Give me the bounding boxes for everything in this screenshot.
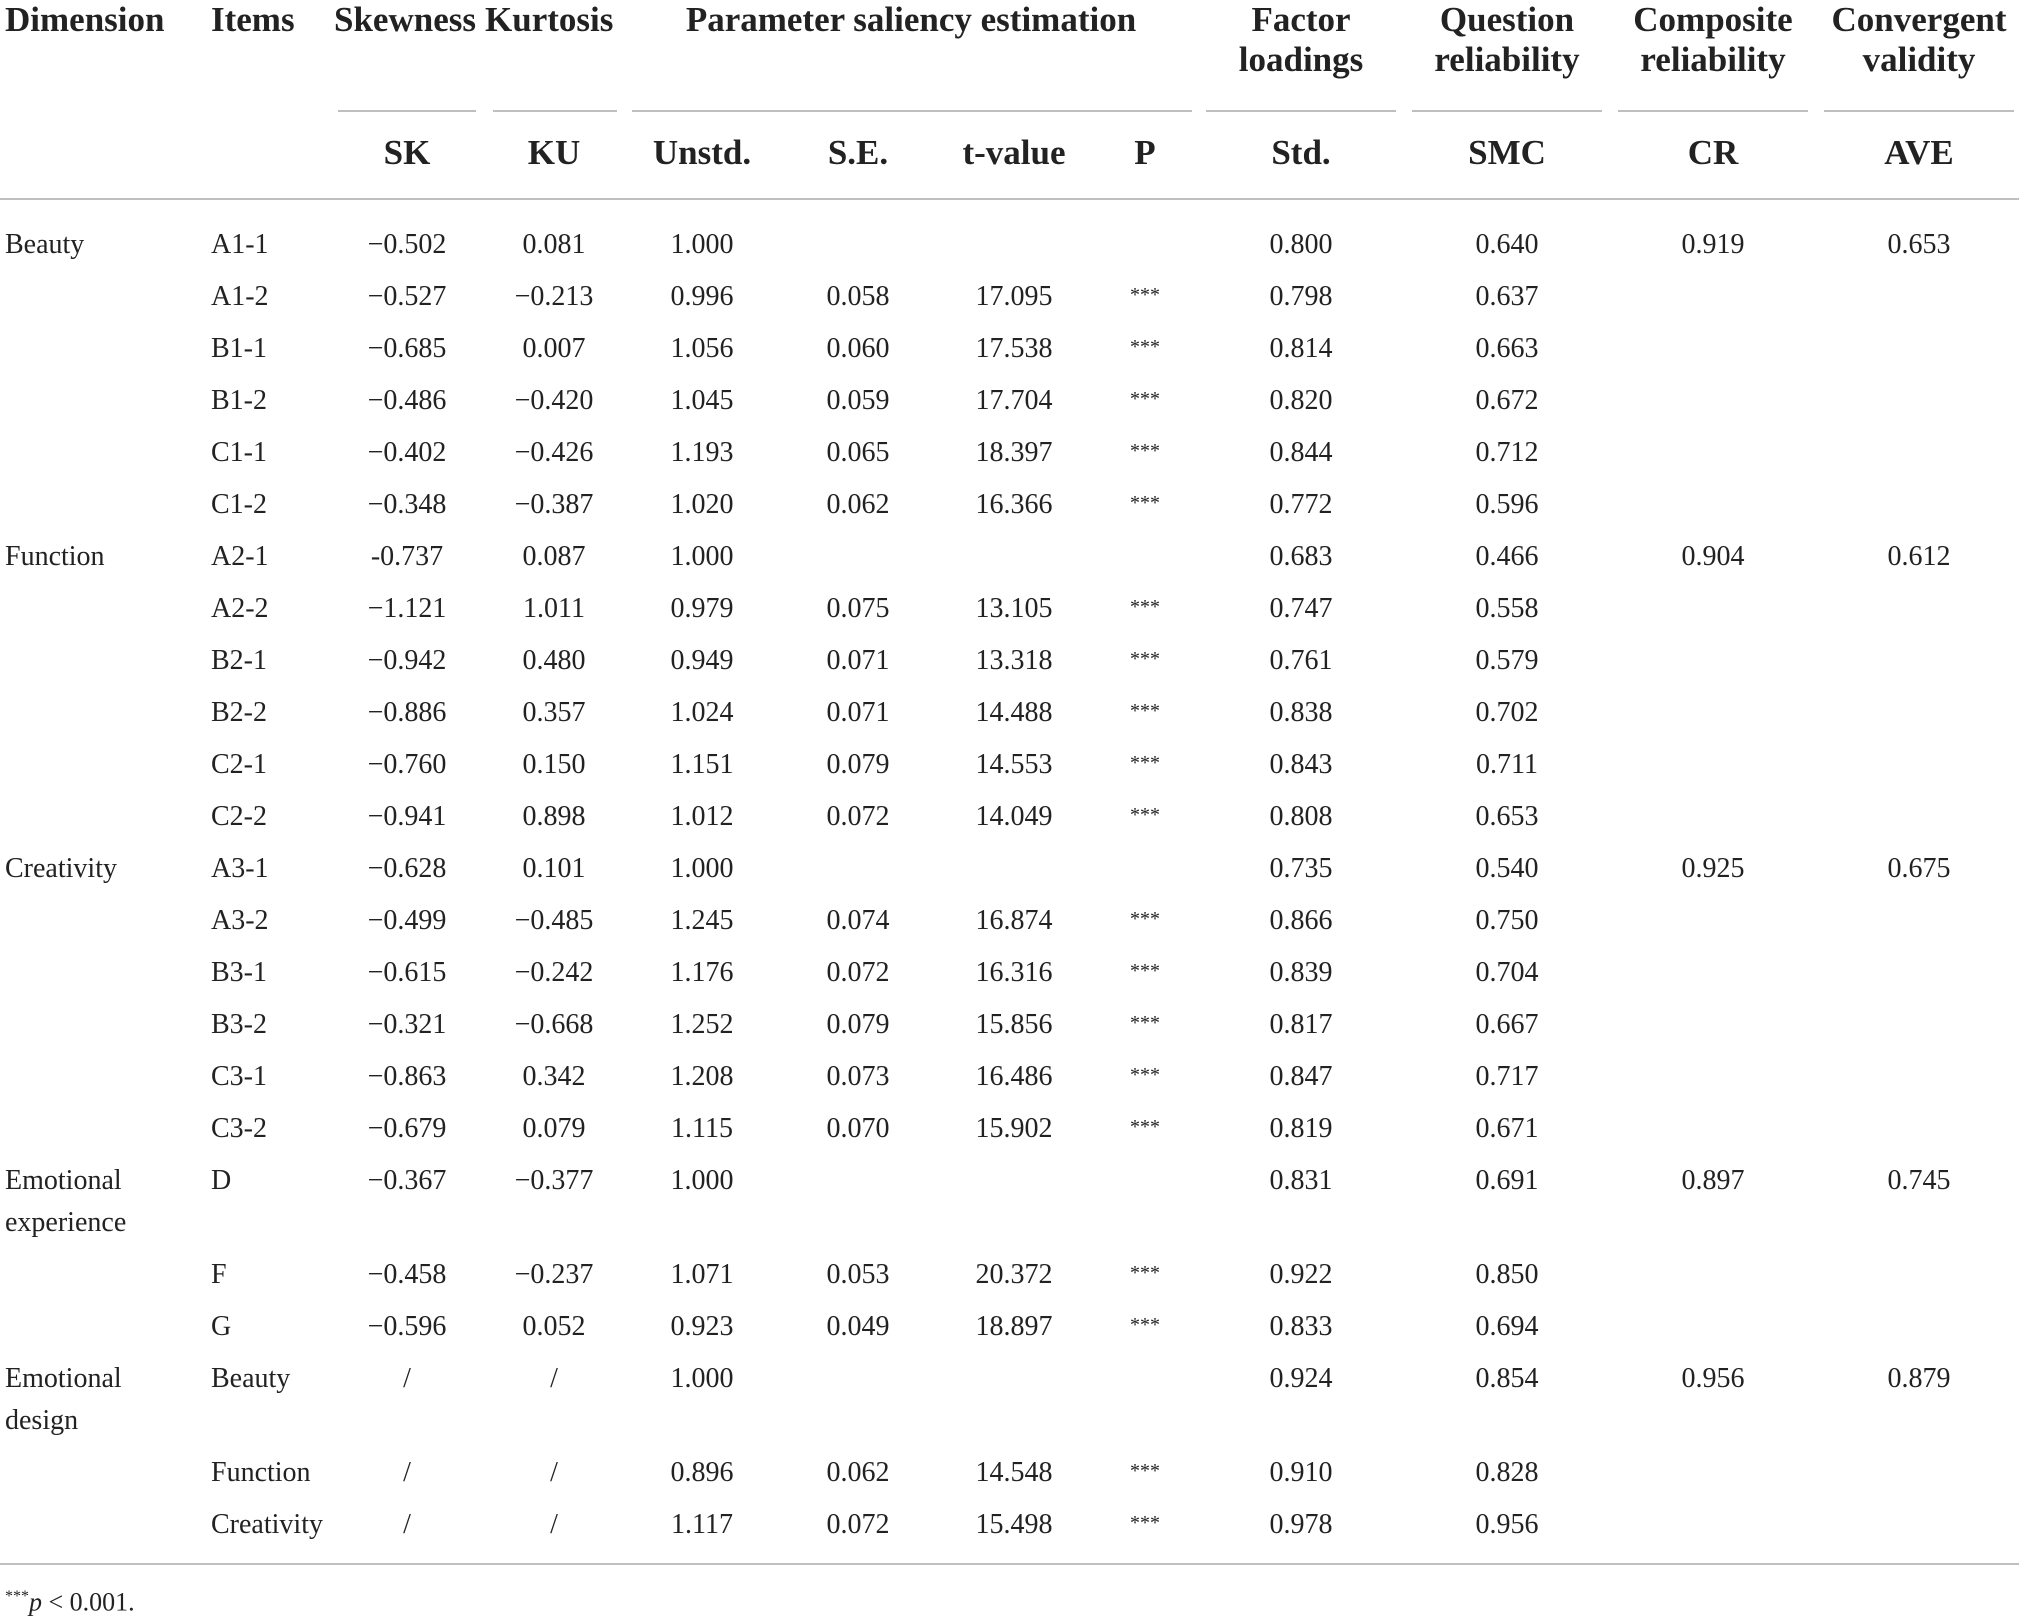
row-item: Beauty	[211, 1363, 291, 1394]
cell-sk: −0.942	[367, 645, 447, 676]
cell-std: 0.924	[1269, 1363, 1333, 1394]
cell-p: ***	[1130, 1064, 1160, 1086]
cell-ku: 0.480	[522, 645, 586, 676]
row-item: C2-1	[211, 749, 267, 780]
cell-smc: 0.466	[1475, 541, 1539, 572]
row-item: C1-1	[211, 437, 267, 468]
cell-std: 0.844	[1269, 437, 1333, 468]
cell-unstd: 1.208	[670, 1061, 734, 1092]
cell-unstd: 1.252	[670, 1009, 734, 1040]
row-item: A3-1	[211, 853, 269, 884]
cell-unstd: 1.020	[670, 489, 734, 520]
cell-se: 0.070	[826, 1113, 890, 1144]
cell-t: 16.874	[975, 905, 1053, 936]
cell-p: ***	[1130, 1512, 1160, 1534]
subheader-unstd: Unstd.	[652, 133, 752, 172]
row-dimension: Emotional	[5, 1165, 122, 1196]
cell-p: ***	[1130, 960, 1160, 982]
cell-sk: −0.367	[367, 1165, 447, 1196]
cell-smc: 0.694	[1475, 1311, 1539, 1342]
header-convergent-validity-1: Convergent	[1831, 0, 2007, 39]
row-dimension: Emotional	[5, 1363, 122, 1394]
cell-unstd: 1.117	[671, 1509, 733, 1540]
cell-unstd: 1.000	[670, 229, 734, 260]
row-item: B3-2	[211, 1009, 267, 1040]
cell-t: 14.488	[975, 697, 1053, 728]
cell-ku: 0.079	[522, 1113, 586, 1144]
header-composite-reliability-1: Composite	[1633, 0, 1793, 39]
row-item: C2-2	[211, 801, 267, 832]
cell-smc: 0.663	[1475, 333, 1539, 364]
cell-sk: −0.628	[367, 853, 447, 884]
cell-t: 16.316	[975, 957, 1053, 988]
cell-sk: −1.121	[367, 593, 447, 624]
cell-smc: 0.672	[1475, 385, 1539, 416]
cell-unstd: 1.012	[670, 801, 734, 832]
cell-ku: /	[550, 1363, 558, 1394]
cell-std: 0.847	[1269, 1061, 1333, 1092]
subheader-tvalue: t-value	[962, 133, 1066, 172]
cell-t: 15.902	[975, 1113, 1053, 1144]
row-item: Function	[211, 1457, 311, 1488]
cell-unstd: 1.245	[670, 905, 734, 936]
cell-std: 0.800	[1269, 229, 1333, 260]
cell-t: 15.856	[975, 1009, 1053, 1040]
cell-sk: −0.527	[367, 281, 447, 312]
cell-sk: −0.499	[367, 905, 447, 936]
cell-se: 0.079	[826, 1009, 890, 1040]
subheader-std: Std.	[1271, 133, 1331, 172]
cell-p: ***	[1130, 388, 1160, 410]
cell-unstd: 0.949	[670, 645, 734, 676]
cell-std: 0.866	[1269, 905, 1333, 936]
header-convergent-validity-2: validity	[1862, 40, 1976, 79]
cell-se: 0.058	[826, 281, 890, 312]
cell-p: ***	[1130, 700, 1160, 722]
header-items: Items	[211, 0, 295, 39]
header-group-rule-0	[338, 110, 476, 112]
cell-smc: 0.702	[1475, 697, 1539, 728]
cell-p: ***	[1130, 1012, 1160, 1034]
cell-smc: 0.596	[1475, 489, 1539, 520]
footnote-text: p < 0.001.	[29, 1587, 135, 1617]
cell-ave: 0.745	[1887, 1165, 1951, 1196]
cell-t: 15.498	[975, 1509, 1053, 1540]
cell-p: ***	[1130, 648, 1160, 670]
cell-sk: −0.685	[367, 333, 447, 364]
cell-smc: 0.667	[1475, 1009, 1539, 1040]
cell-sk: −0.348	[367, 489, 447, 520]
cell-p: ***	[1130, 804, 1160, 826]
cell-ku: −0.426	[514, 437, 594, 468]
header-group-rule-6	[1824, 110, 2014, 112]
cell-sk: −0.321	[367, 1009, 447, 1040]
row-item: C1-2	[211, 489, 267, 520]
subheader-se: S.E.	[827, 133, 889, 172]
row-item: C3-1	[211, 1061, 267, 1092]
cell-p: ***	[1130, 1262, 1160, 1284]
cell-cr: 0.897	[1681, 1165, 1745, 1196]
cell-smc: 0.653	[1475, 801, 1539, 832]
cell-std: 0.978	[1269, 1509, 1333, 1540]
cell-unstd: 0.923	[670, 1311, 734, 1342]
cell-t: 18.397	[975, 437, 1053, 468]
cell-unstd: 1.176	[670, 957, 734, 988]
cell-sk: −0.596	[367, 1311, 447, 1342]
cell-smc: 0.671	[1475, 1113, 1539, 1144]
cell-se: 0.072	[826, 1509, 890, 1540]
header-dimension: Dimension	[5, 0, 165, 39]
cell-std: 0.922	[1269, 1259, 1333, 1290]
cell-std: 0.833	[1269, 1311, 1333, 1342]
cell-cr: 0.904	[1681, 541, 1745, 572]
cell-se: 0.071	[826, 645, 890, 676]
cell-std: 0.761	[1269, 645, 1333, 676]
cell-ave: 0.675	[1887, 853, 1951, 884]
cell-smc: 0.540	[1475, 853, 1539, 884]
cell-sk: −0.941	[367, 801, 447, 832]
row-item: B1-2	[211, 385, 267, 416]
cell-sk: −0.502	[367, 229, 447, 260]
cell-t: 18.897	[975, 1311, 1053, 1342]
cell-ku: 1.011	[523, 593, 585, 624]
cell-ku: −0.377	[514, 1165, 594, 1196]
cell-sk: /	[403, 1457, 411, 1488]
cell-std: 0.747	[1269, 593, 1333, 624]
cell-ku: −0.213	[514, 281, 594, 312]
cell-t: 14.049	[975, 801, 1053, 832]
cell-p: ***	[1130, 1116, 1160, 1138]
footnote-stars: ***	[5, 1588, 29, 1605]
cell-unstd: 1.115	[671, 1113, 733, 1144]
cell-se: 0.072	[826, 801, 890, 832]
cell-std: 0.910	[1269, 1457, 1333, 1488]
header-bottom-rule	[0, 198, 2019, 200]
row-item: B2-1	[211, 645, 267, 676]
table-bottom-rule	[0, 1563, 2019, 1565]
cell-se: 0.074	[826, 905, 890, 936]
cell-p: ***	[1130, 1460, 1160, 1482]
cell-t: 16.486	[975, 1061, 1053, 1092]
header-parameter-saliency: Parameter saliency estimation	[685, 0, 1137, 39]
cell-ku: 0.898	[522, 801, 586, 832]
cell-smc: 0.717	[1475, 1061, 1539, 1092]
row-item: A3-2	[211, 905, 269, 936]
row-item: F	[211, 1259, 227, 1290]
cell-sk: −0.886	[367, 697, 447, 728]
row-item: B3-1	[211, 957, 267, 988]
cell-se: 0.053	[826, 1259, 890, 1290]
cell-ku: 0.052	[522, 1311, 586, 1342]
header-factor-loadings-2: loadings	[1238, 40, 1364, 79]
cell-std: 0.735	[1269, 853, 1333, 884]
cell-unstd: 1.071	[670, 1259, 734, 1290]
cell-ku: 0.150	[522, 749, 586, 780]
subheader-sk: SK	[383, 133, 431, 172]
cell-unstd: 1.000	[670, 541, 734, 572]
row-item: C3-2	[211, 1113, 267, 1144]
cell-t: 17.095	[975, 281, 1053, 312]
cell-unstd: 1.000	[670, 1363, 734, 1394]
cell-cr: 0.956	[1681, 1363, 1745, 1394]
header-factor-loadings-1: Factor	[1251, 0, 1351, 39]
header-composite-reliability-2: reliability	[1640, 40, 1786, 79]
cell-cr: 0.919	[1681, 229, 1745, 260]
subheader-ave: AVE	[1884, 133, 1954, 172]
cell-t: 16.366	[975, 489, 1053, 520]
cell-p: ***	[1130, 1314, 1160, 1336]
row-dimension-cont: experience	[5, 1207, 127, 1238]
cell-p: ***	[1130, 752, 1160, 774]
cell-se: 0.079	[826, 749, 890, 780]
cell-sk: /	[403, 1363, 411, 1394]
cell-sk: −0.863	[367, 1061, 447, 1092]
cell-smc: 0.640	[1475, 229, 1539, 260]
cell-smc: 0.854	[1475, 1363, 1539, 1394]
cell-unstd: 1.045	[670, 385, 734, 416]
cell-ku: 0.357	[522, 697, 586, 728]
cell-p: ***	[1130, 440, 1160, 462]
cell-se: 0.059	[826, 385, 890, 416]
cell-ku: 0.101	[522, 853, 586, 884]
row-dimension: Creativity	[5, 853, 117, 884]
cell-se: 0.071	[826, 697, 890, 728]
header-group-rule-1	[493, 110, 617, 112]
cell-smc: 0.704	[1475, 957, 1539, 988]
cell-t: 17.704	[975, 385, 1053, 416]
cell-ku: 0.342	[522, 1061, 586, 1092]
cell-ku: /	[550, 1509, 558, 1540]
row-item: A1-2	[211, 281, 269, 312]
cell-ku: −0.420	[514, 385, 594, 416]
cell-smc: 0.712	[1475, 437, 1539, 468]
cell-sk: -0.737	[370, 541, 444, 572]
cell-ku: −0.242	[514, 957, 594, 988]
cell-p: ***	[1130, 492, 1160, 514]
cell-p: ***	[1130, 336, 1160, 358]
cell-t: 13.105	[975, 593, 1053, 624]
cell-sk: −0.458	[367, 1259, 447, 1290]
cell-se: 0.062	[826, 1457, 890, 1488]
cell-t: 14.548	[975, 1457, 1053, 1488]
cell-smc: 0.637	[1475, 281, 1539, 312]
cell-unstd: 1.151	[670, 749, 734, 780]
cell-std: 0.831	[1269, 1165, 1333, 1196]
cell-ku: −0.387	[514, 489, 594, 520]
cell-sk: /	[403, 1509, 411, 1540]
cell-ku: 0.087	[522, 541, 586, 572]
cell-ku: −0.237	[514, 1259, 594, 1290]
cell-se: 0.062	[826, 489, 890, 520]
cell-se: 0.065	[826, 437, 890, 468]
cell-ave: 0.612	[1887, 541, 1951, 572]
cell-t: 13.318	[975, 645, 1053, 676]
cell-ku: 0.007	[522, 333, 586, 364]
cell-p: ***	[1130, 908, 1160, 930]
row-item: A1-1	[211, 229, 269, 260]
cell-sk: −0.486	[367, 385, 447, 416]
row-item: G	[211, 1311, 232, 1342]
cell-ku: −0.485	[514, 905, 594, 936]
row-item: B2-2	[211, 697, 267, 728]
cell-smc: 0.691	[1475, 1165, 1539, 1196]
cell-std: 0.839	[1269, 957, 1333, 988]
cell-std: 0.814	[1269, 333, 1333, 364]
cell-ave: 0.879	[1887, 1363, 1951, 1394]
cell-smc: 0.850	[1475, 1259, 1539, 1290]
cell-se: 0.073	[826, 1061, 890, 1092]
header-skewness: Skewness	[334, 0, 476, 39]
cell-unstd: 1.056	[670, 333, 734, 364]
cell-smc: 0.558	[1475, 593, 1539, 624]
cell-se: 0.075	[826, 593, 890, 624]
cell-se: 0.060	[826, 333, 890, 364]
cell-sk: −0.679	[367, 1113, 447, 1144]
cell-se: 0.072	[826, 957, 890, 988]
cell-p: ***	[1130, 596, 1160, 618]
cell-ave: 0.653	[1887, 229, 1951, 260]
cell-unstd: 1.024	[670, 697, 734, 728]
header-group-rule-5	[1618, 110, 1808, 112]
row-item: A2-2	[211, 593, 269, 624]
row-dimension-cont: design	[5, 1405, 79, 1436]
row-dimension: Beauty	[5, 229, 85, 260]
cell-std: 0.817	[1269, 1009, 1333, 1040]
subheader-cr: CR	[1687, 133, 1739, 172]
subheader-smc: SMC	[1468, 133, 1546, 172]
cell-unstd: 0.896	[670, 1457, 734, 1488]
cell-std: 0.772	[1269, 489, 1333, 520]
subheader-p: P	[1134, 133, 1156, 172]
cell-std: 0.838	[1269, 697, 1333, 728]
header-group-rule-2	[632, 110, 1192, 112]
header-question-reliability-2: reliability	[1434, 40, 1580, 79]
cell-std: 0.798	[1269, 281, 1333, 312]
header-group-rule-4	[1412, 110, 1602, 112]
cell-sk: −0.615	[367, 957, 447, 988]
cell-std: 0.683	[1269, 541, 1333, 572]
cell-unstd: 1.000	[670, 853, 734, 884]
cell-ku: −0.668	[514, 1009, 594, 1040]
header-question-reliability-1: Question	[1439, 0, 1575, 39]
cell-std: 0.820	[1269, 385, 1333, 416]
cell-ku: /	[550, 1457, 558, 1488]
header-group-rule-3	[1206, 110, 1396, 112]
subheader-ku: KU	[527, 133, 581, 172]
cell-t: 17.538	[975, 333, 1053, 364]
cell-smc: 0.956	[1475, 1509, 1539, 1540]
cell-sk: −0.760	[367, 749, 447, 780]
cell-smc: 0.711	[1476, 749, 1538, 780]
cell-p: ***	[1130, 284, 1160, 306]
cell-std: 0.808	[1269, 801, 1333, 832]
cell-unstd: 1.193	[670, 437, 734, 468]
header-kurtosis: Kurtosis	[485, 0, 614, 39]
cell-t: 14.553	[975, 749, 1053, 780]
row-item: B1-1	[211, 333, 267, 364]
row-dimension: Function	[5, 541, 105, 572]
cell-ku: 0.081	[522, 229, 586, 260]
cell-smc: 0.579	[1475, 645, 1539, 676]
row-item: Creativity	[211, 1509, 323, 1540]
cell-unstd: 0.996	[670, 281, 734, 312]
cell-smc: 0.750	[1475, 905, 1539, 936]
cell-smc: 0.828	[1475, 1457, 1539, 1488]
cell-t: 20.372	[975, 1259, 1053, 1290]
row-item: D	[211, 1165, 232, 1196]
cell-unstd: 0.979	[670, 593, 734, 624]
cell-std: 0.819	[1269, 1113, 1333, 1144]
cell-unstd: 1.000	[670, 1165, 734, 1196]
row-item: A2-1	[211, 541, 269, 572]
cell-se: 0.049	[826, 1311, 890, 1342]
cell-cr: 0.925	[1681, 853, 1745, 884]
cell-std: 0.843	[1269, 749, 1333, 780]
cell-sk: −0.402	[367, 437, 447, 468]
